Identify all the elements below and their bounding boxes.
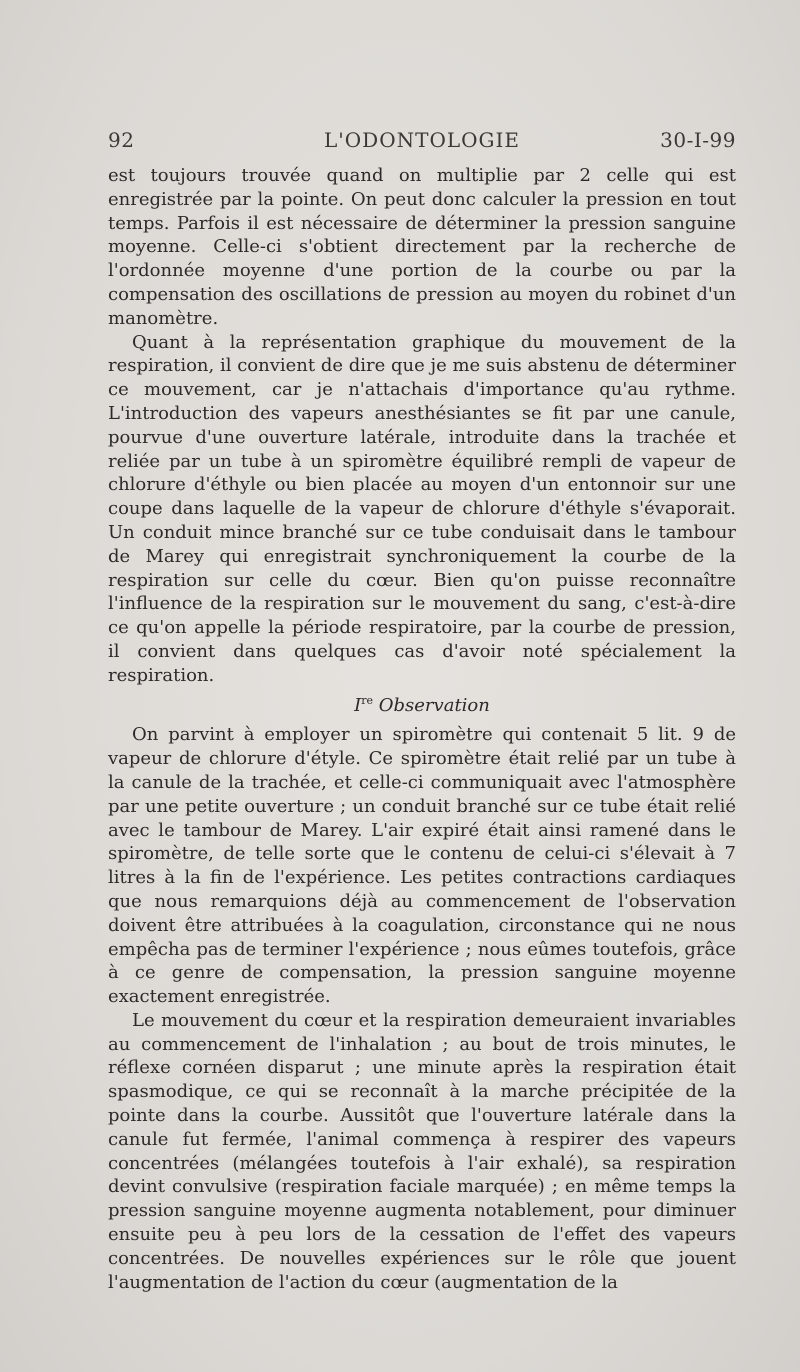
running-title: L'ODONTOLOGIE (324, 128, 520, 152)
page-number: 92 (108, 128, 135, 152)
paragraph-continued: est toujours trouvée quand on multiplie par 2 celle qui est enregistrée par la pointe. On peut donc calculer la pression en tout temps. Parfois il est nécessaire de déterminer la pression sanguine moyenne. Celle-ci s'obtient directement par la recherche de l'ordonnée moyenne d'une portion de la courbe ou par la compensation des oscillations de pression au moyen du robinet d'un manomètre. (108, 165, 736, 329)
section-heading (108, 688, 736, 724)
heading-superscript: re (361, 693, 374, 707)
paragraph-observation: On parvint à employer un spiromètre qui contenait 5 lit. 9 de vapeur de chlorure d'étyle. Ce spiromètre était relié par un tube à la canule de la trachée, et celle-ci communiquait avec l'atmosphère par une petite ouverture ; un conduit branché sur ce tube était relié avec le tambour de Marey. L'air expiré était ainsi ramené dans le spiromètre, de telle sorte que le contenu de celui-ci s'élevait à 7 litres à la fin de l'expérience. Les petites contractions cardiaques que nous remarquions déjà au commencement de l'observation doivent être attribuées à la coagulation, circonstance qui ne nous empêcha pas de terminer l'expérience ; nous eûmes toutefois, grâce à ce genre de compensation, la pression sanguine moyenne exactement enregistrée. (108, 724, 736, 1008)
page-header (108, 128, 736, 156)
heading-numeral: I (354, 694, 362, 716)
body-text (108, 164, 736, 1294)
paragraph-respiration: Quant à la représentation graphique du mouvement de la respiration, il convient de dire que je me suis abstenu de déterminer ce mouvement, car je n'attachais d'importance qu'au rythme. L'introduction des vapeurs anesthésiantes se fit par une canule, pourvue d'une ouverture latérale, introduite dans la trachée et reliée par un tube à un spiromètre équilibré rempli de vapeur de chlorure d'éthyle ou bien placée au moyen d'un entonnoir sur une coupe dans laquelle de la vapeur de chlorure d'éthyle s'évaporait. Un conduit mince branché sur ce tube conduisait dans le tambour de Marey qui enregistrait synchroniquement la courbe de la respiration sur celle du cœur. Bien qu'on puisse reconnaître l'influence de la respiration sur le mouvement du sang, c'est-à-dire ce qu'on appelle la période respiratoire, par la courbe de pression, il convient dans quelques cas d'avoir noté spécialement la respiration. (108, 331, 736, 686)
paragraph-heart-movement: Le mouvement du cœur et la respiration demeuraient invariables au commencement de l'inhalation ; au bout de trois minutes, le réflexe cornéen disparut ; une minute après la respiration était spasmodique, ce qui se reconnaît à la marche précipitée de la pointe dans la courbe. Aussitôt que l'ouverture latérale dans la canule fut fermée, l'animal commença à respirer des vapeurs concentrées (mélangées toutefois à l'air exhalé), sa respiration devint convulsive (respiration faciale marquée) ; en même temps la pression sanguine moyenne augmenta notablement, pour diminuer ensuite peu à peu lors de la cessation de l'effet des vapeurs concentrées. De nouvelles expériences sur le rôle que jouent l'augmentation de l'action du cœur (augmentation de la (108, 1009, 736, 1293)
heading-title: Observation (378, 694, 490, 716)
issue-date: 30-I-99 (660, 128, 736, 152)
